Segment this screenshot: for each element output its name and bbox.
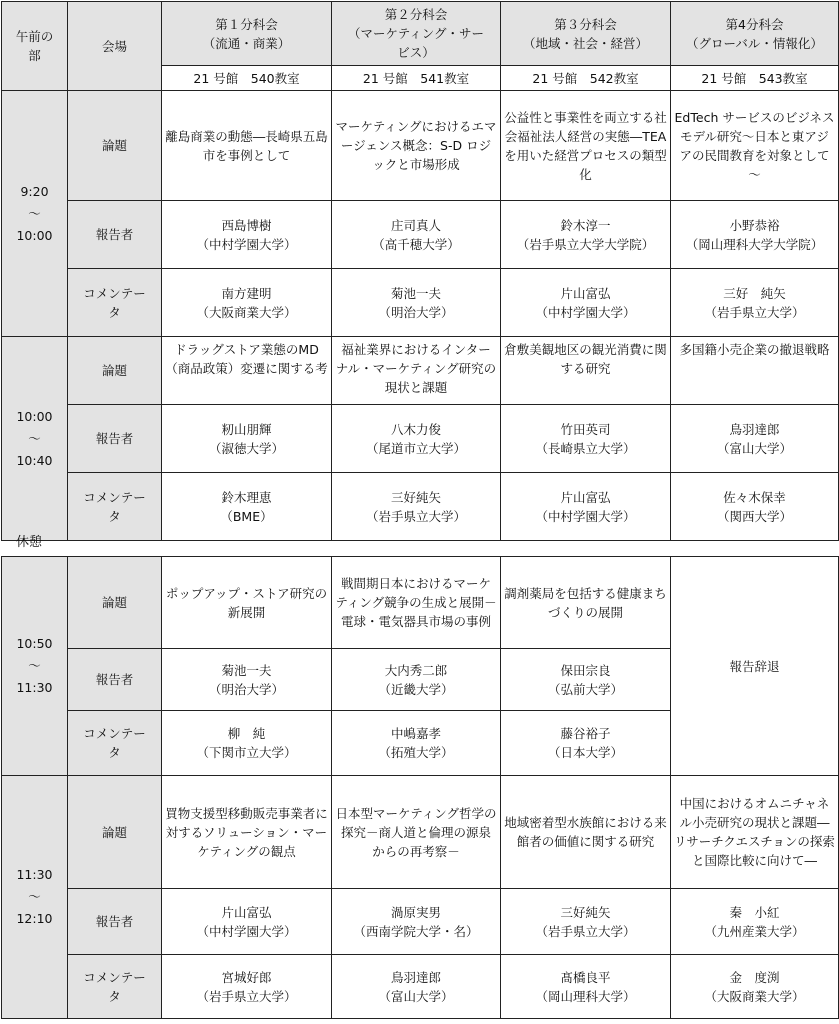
topic-cell: 福祉業界におけるインターナル・マーケティング研究の現状と課題 [332, 337, 501, 405]
row-label-topic: 論題 [68, 776, 162, 889]
time-slot: 10:50 ～ 11:30 [2, 557, 68, 776]
presenter-cell: 大内秀二郎 （近畿大学） [332, 649, 501, 711]
topic-cell: EdTech サービスのビジネスモデル研究～日本と東アジアの民間教育を対象として～ [671, 91, 839, 201]
row-label-commentator: コメンテー タ [68, 473, 162, 541]
presenter-cell: 鈴木淳一 （岩手県立大学大学院） [501, 201, 671, 269]
presenter-cell: 保田宗良 （弘前大学） [501, 649, 671, 711]
commentator-cell: 鳥羽達郎 （富山大学） [332, 955, 501, 1019]
row-label-topic: 論題 [68, 91, 162, 201]
presenter-cell: 渦原実男 （西南学院大学・名） [332, 889, 501, 955]
topic-cell: 多国籍小売企業の撤退戦略 [671, 337, 839, 405]
commentator-cell: 中嶋嘉孝 （拓殖大学） [332, 711, 501, 776]
commentator-cell: 三好純矢 （岩手県立大学） [332, 473, 501, 541]
topic-cell: ドラッグストア業態のMD（商品政策）変遷に関する考 [162, 337, 332, 405]
topic-cell: 地域密着型水族館における来館者の価値に関する研究 [501, 776, 671, 889]
commentator-cell: 金 度渕 （大阪商業大学） [671, 955, 839, 1019]
row-label-topic: 論題 [68, 337, 162, 405]
row-label-commentator: コメンテー タ [68, 711, 162, 776]
presenter-cell: 菊池一夫 （明治大学） [162, 649, 332, 711]
row-label-commentator: コメンテー タ [68, 269, 162, 337]
break-label: 休憩 [16, 535, 43, 550]
topic-cell: 調剤薬局を包括する健康まちづくりの展開 [501, 557, 671, 649]
schedule-table-morning-second [1, 556, 839, 1019]
topic-cell: 中国におけるオムニチャネル小売研究の現状と課題―リサーチクエスチョンの探索と国際比較に向けて― [671, 776, 839, 889]
presenter-cell: 庄司真人 （高千穂大学） [332, 201, 501, 269]
row-label-presenter: 報告者 [68, 889, 162, 955]
session-4-title: 第4分科会 （グローバル・情報化） [671, 2, 839, 66]
time-slot: 10:00 ～ 10:40 [2, 337, 68, 541]
presenter-cell: 八木力俊 （尾道市立大学） [332, 405, 501, 473]
topic-cell: 買物支援型移動販売事業者に対するソリューション・マーケティングの観点 [162, 776, 332, 889]
presenter-cell: 籾山朋輝 （淑徳大学） [162, 405, 332, 473]
presenter-cell: 竹田英司 （長崎県立大学） [501, 405, 671, 473]
commentator-cell: 南方建明 （大阪商業大学） [162, 269, 332, 337]
header-venue-label: 会場 [68, 2, 162, 91]
commentator-cell: 佐々木保幸 （関西大学） [671, 473, 839, 541]
commentator-cell: 柳 純 （下関市立大学） [162, 711, 332, 776]
presenter-cell: 片山富弘 （中村学園大学） [162, 889, 332, 955]
session-1-title: 第１分科会 （流通・商業） [162, 2, 332, 66]
commentator-cell: 鈴木理恵 （BME） [162, 473, 332, 541]
commentator-cell: 藤谷裕子 （日本大学） [501, 711, 671, 776]
session-3-room: 21 号館 542教室 [501, 66, 671, 91]
commentator-cell: 菊池一夫 （明治大学） [332, 269, 501, 337]
session-2-room: 21 号館 541教室 [332, 66, 501, 91]
row-label-commentator: コメンテー タ [68, 955, 162, 1019]
commentator-cell: 三好 純矢 （岩手県立大学） [671, 269, 839, 337]
session-1-room: 21 号館 540教室 [162, 66, 332, 91]
row-label-presenter: 報告者 [68, 649, 162, 711]
commentator-cell: 髙橋良平 （岡山理科大学） [501, 955, 671, 1019]
row-label-presenter: 報告者 [68, 201, 162, 269]
header-corner: 午前の 部 [2, 2, 68, 91]
commentator-cell: 片山富弘 （中村学園大学） [501, 473, 671, 541]
row-label-presenter: 報告者 [68, 405, 162, 473]
topic-cell: 戦間期日本におけるマーケティング競争の生成と展開－電球・電気器具市場の事例 [332, 557, 501, 649]
time-slot: 11:30 ～ 12:10 [2, 776, 68, 1019]
withdrawn-cell: 報告辞退 [671, 557, 839, 776]
presenter-cell: 西島博樹 （中村学園大学） [162, 201, 332, 269]
topic-cell: 倉敷美観地区の観光消費に関する研究 [501, 337, 671, 405]
commentator-cell: 宮城好郎 （岩手県立大学） [162, 955, 332, 1019]
session-3-title: 第３分科会 （地域・社会・経営） [501, 2, 671, 66]
commentator-cell: 片山富弘 （中村学園大学） [501, 269, 671, 337]
schedule-table-morning-first [1, 1, 839, 541]
presenter-cell: 秦 小紅 （九州産業大学） [671, 889, 839, 955]
topic-cell: 離島商業の動態―長崎県五島市を事例として [162, 91, 332, 201]
presenter-cell: 小野恭裕 （岡山理科大学大学院） [671, 201, 839, 269]
topic-cell: 日本型マーケティング哲学の探究－商人道と倫理の源泉からの再考察－ [332, 776, 501, 889]
topic-cell: マーケティングにおけるエマージェンス概念：S-D ロジックと市場形成 [332, 91, 501, 201]
presenter-cell: 鳥羽達郎 （富山大学） [671, 405, 839, 473]
topic-cell: 公益性と事業性を両立する社会福祉法人経営の実態―TEA を用いた経営プロセスの類型化 [501, 91, 671, 201]
session-4-room: 21 号館 543教室 [671, 66, 839, 91]
presenter-cell: 三好純矢 （岩手県立大学） [501, 889, 671, 955]
session-2-title: 第２分科会 （マーケティング・サー ビス） [332, 2, 501, 66]
row-label-topic: 論題 [68, 557, 162, 649]
time-slot: 9:20 ～ 10:00 [2, 91, 68, 337]
topic-cell: ポップアップ・ストア研究の新展開 [162, 557, 332, 649]
